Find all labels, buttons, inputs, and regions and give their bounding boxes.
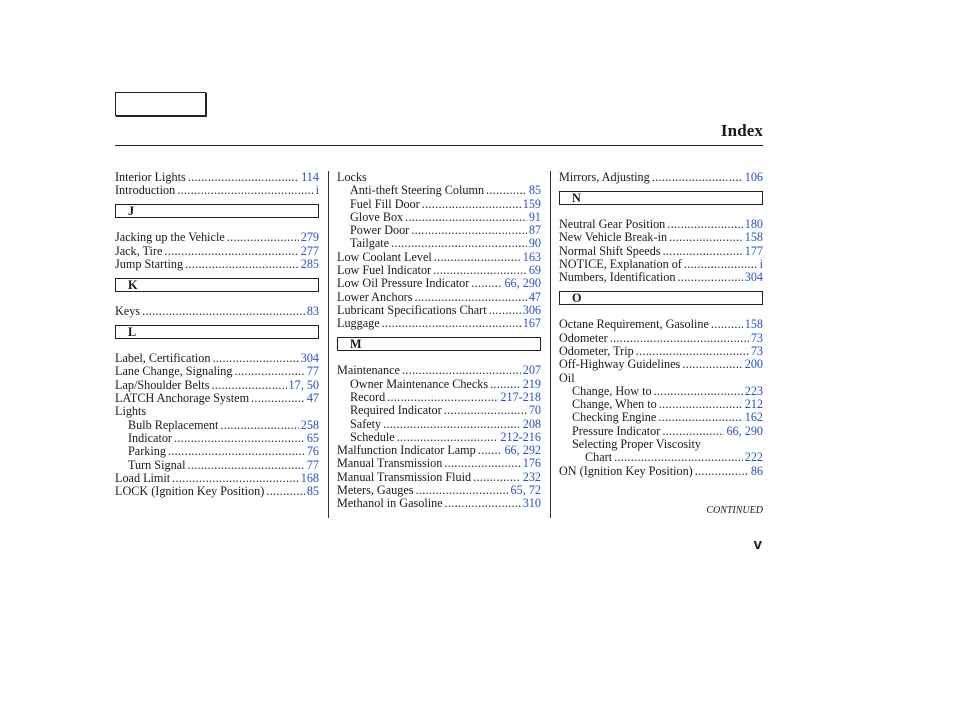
leader-dots bbox=[411, 224, 527, 237]
leader-dots bbox=[652, 171, 743, 184]
entry-label: Neutral Gear Position bbox=[559, 217, 666, 232]
index-entry[interactable] bbox=[337, 457, 541, 470]
leader-dots bbox=[471, 277, 502, 290]
leader-dots bbox=[227, 231, 299, 244]
page-link[interactable]: 180 bbox=[744, 217, 763, 232]
page-link[interactable]: 90 bbox=[528, 236, 541, 251]
entry-label: Selecting Proper Viscosity bbox=[572, 437, 702, 452]
leader-dots bbox=[164, 245, 298, 258]
index-entry[interactable] bbox=[115, 352, 319, 365]
index-entry bbox=[337, 171, 541, 184]
column-divider bbox=[328, 171, 329, 518]
page-link[interactable]: 66, 290 bbox=[726, 423, 763, 438]
section-letter-k: K bbox=[115, 278, 319, 292]
index-entry[interactable] bbox=[115, 245, 319, 258]
index-entry[interactable] bbox=[337, 184, 541, 197]
leader-dots bbox=[658, 411, 742, 424]
page-link[interactable]: 77 bbox=[306, 457, 319, 472]
index-entry[interactable] bbox=[559, 318, 763, 331]
leader-dots bbox=[387, 391, 498, 404]
page-link[interactable]: 66, 292 bbox=[504, 443, 541, 458]
index-entry[interactable] bbox=[115, 459, 319, 472]
page-number: v bbox=[753, 536, 762, 553]
index-entry[interactable] bbox=[337, 277, 541, 290]
leader-dots bbox=[172, 472, 299, 485]
page-link[interactable]: 73 bbox=[750, 343, 763, 358]
leader-dots bbox=[663, 245, 743, 258]
page-link[interactable]: 258 bbox=[300, 417, 319, 432]
page-link[interactable]: 223 bbox=[744, 383, 763, 398]
entry-label: Chart bbox=[585, 450, 613, 465]
entry-label: NOTICE, Explanation of bbox=[559, 256, 682, 271]
index-entry[interactable] bbox=[337, 378, 541, 391]
page-link[interactable]: 163 bbox=[522, 249, 541, 264]
page-link[interactable]: 91 bbox=[528, 209, 541, 224]
page-link[interactable]: 176 bbox=[522, 456, 541, 471]
entry-label: Record bbox=[350, 389, 386, 404]
entry-label: Power Door bbox=[350, 223, 410, 238]
page-link[interactable]: 208 bbox=[522, 416, 541, 431]
index-entry[interactable] bbox=[559, 332, 763, 345]
leader-dots bbox=[444, 457, 520, 470]
entry-label: Manual Transmission Fluid bbox=[337, 469, 472, 484]
index-entry[interactable] bbox=[115, 365, 319, 378]
chapter-tab-box bbox=[115, 92, 206, 116]
page-link[interactable]: 70 bbox=[528, 403, 541, 418]
index-column-2 bbox=[337, 171, 541, 511]
index-column-1 bbox=[115, 171, 319, 498]
entry-label: Jack, Tire bbox=[115, 243, 163, 258]
index-entry bbox=[559, 438, 763, 451]
index-entry[interactable] bbox=[337, 444, 541, 457]
leader-dots bbox=[220, 419, 298, 432]
index-entry[interactable] bbox=[337, 364, 541, 377]
page-link[interactable]: 200 bbox=[744, 357, 763, 372]
index-entry[interactable] bbox=[559, 218, 763, 231]
page-link[interactable]: 17, 50 bbox=[288, 377, 319, 392]
entry-label: Pressure Indicator bbox=[572, 423, 661, 438]
leader-dots bbox=[654, 385, 743, 398]
leader-dots bbox=[684, 258, 758, 271]
leader-dots bbox=[397, 431, 499, 444]
entry-label: ON (Ignition Key Position) bbox=[559, 463, 693, 478]
entry-label: Low Coolant Level bbox=[337, 249, 432, 264]
leader-dots bbox=[610, 332, 749, 345]
leader-dots bbox=[168, 445, 305, 458]
entry-label: Turn Signal bbox=[128, 457, 186, 472]
entry-label: Introduction bbox=[115, 183, 176, 198]
entry-label: Malfunction Indicator Lamp bbox=[337, 443, 476, 458]
section-letter-o: O bbox=[559, 291, 763, 305]
index-entry[interactable] bbox=[337, 484, 541, 497]
index-entry[interactable] bbox=[337, 431, 541, 444]
header-rule bbox=[115, 145, 763, 146]
leader-dots bbox=[416, 484, 509, 497]
entry-label: Required Indicator bbox=[350, 403, 442, 418]
entry-label: Locks bbox=[337, 170, 367, 184]
leader-dots bbox=[489, 304, 521, 317]
entry-label: Meters, Gauges bbox=[337, 483, 414, 498]
leader-dots bbox=[711, 318, 743, 331]
index-entry[interactable] bbox=[115, 258, 319, 271]
leader-dots bbox=[659, 398, 743, 411]
entry-label: Fuel Fill Door bbox=[350, 196, 420, 211]
entry-label: Oil bbox=[559, 370, 575, 385]
entry-label: Odometer bbox=[559, 330, 608, 345]
page-link[interactable]: 86 bbox=[750, 463, 763, 478]
entry-label: Checking Engine bbox=[572, 410, 657, 425]
index-entry[interactable] bbox=[115, 305, 319, 318]
index-entry[interactable] bbox=[337, 404, 541, 417]
page-link[interactable]: 66, 290 bbox=[504, 276, 541, 291]
index-entry[interactable] bbox=[559, 411, 763, 424]
index-entry[interactable] bbox=[115, 445, 319, 458]
index-entry[interactable] bbox=[559, 171, 763, 184]
leader-dots bbox=[486, 184, 527, 197]
entry-label: Mirrors, Adjusting bbox=[559, 170, 650, 184]
entry-label: Lane Change, Signaling bbox=[115, 364, 233, 379]
index-entry[interactable] bbox=[115, 231, 319, 244]
index-entry[interactable] bbox=[559, 451, 763, 464]
leader-dots bbox=[444, 404, 527, 417]
page-title: Index bbox=[720, 121, 763, 140]
index-entry[interactable] bbox=[337, 418, 541, 431]
leader-dots bbox=[402, 364, 521, 377]
index-entry[interactable] bbox=[337, 251, 541, 264]
page-link[interactable]: 177 bbox=[744, 243, 763, 258]
entry-label: Bulb Replacement bbox=[128, 417, 219, 432]
page-link[interactable]: 279 bbox=[300, 230, 319, 245]
entry-label: Lights bbox=[115, 404, 147, 419]
entry-label: Change, When to bbox=[572, 397, 657, 412]
leader-dots bbox=[478, 444, 503, 457]
entry-label: Off-Highway Guidelines bbox=[559, 357, 681, 372]
index-entry[interactable] bbox=[337, 304, 541, 317]
leader-dots bbox=[174, 432, 305, 445]
page-link[interactable]: 114 bbox=[301, 170, 319, 184]
entry-label: Keys bbox=[115, 304, 141, 319]
leader-dots bbox=[662, 425, 724, 438]
index-entry bbox=[115, 405, 319, 418]
index-entry[interactable] bbox=[559, 245, 763, 258]
section-letter-l: L bbox=[115, 325, 319, 339]
page-link[interactable]: 207 bbox=[522, 363, 541, 378]
section-letter-n: N bbox=[559, 191, 763, 205]
leader-dots bbox=[188, 171, 299, 184]
entry-label: Tailgate bbox=[350, 236, 390, 251]
section-letter-m: M bbox=[337, 337, 541, 351]
continued-note: CONTINUED bbox=[706, 505, 763, 516]
page-link[interactable]: 73 bbox=[750, 330, 763, 345]
index-entry[interactable] bbox=[559, 258, 763, 271]
leader-dots bbox=[211, 379, 286, 392]
leader-dots bbox=[383, 418, 521, 431]
entry-label: Numbers, Identification bbox=[559, 270, 676, 285]
leader-dots bbox=[490, 378, 521, 391]
page-link[interactable]: 217-218 bbox=[500, 389, 541, 404]
entry-label: Low Fuel Indicator bbox=[337, 263, 432, 278]
index-entry[interactable] bbox=[115, 379, 319, 392]
leader-dots bbox=[434, 251, 521, 264]
entry-label: Octane Requirement, Gasoline bbox=[559, 317, 709, 332]
leader-dots bbox=[212, 352, 298, 365]
leader-dots bbox=[433, 264, 527, 277]
page-link[interactable]: 77 bbox=[306, 364, 319, 379]
leader-dots bbox=[414, 291, 526, 304]
entry-label: Schedule bbox=[350, 429, 395, 444]
leader-dots bbox=[251, 392, 305, 405]
page-link[interactable]: 85 bbox=[306, 484, 319, 499]
leader-dots bbox=[422, 198, 521, 211]
index-entry[interactable] bbox=[337, 471, 541, 484]
leader-dots bbox=[445, 497, 521, 510]
index-entry[interactable] bbox=[115, 419, 319, 432]
leader-dots bbox=[614, 451, 743, 464]
entry-label: Indicator bbox=[128, 430, 172, 445]
page-link[interactable]: 162 bbox=[744, 410, 763, 425]
leader-dots bbox=[636, 345, 749, 358]
leader-dots bbox=[677, 271, 742, 284]
index-entry[interactable] bbox=[559, 465, 763, 478]
index-entry[interactable] bbox=[337, 391, 541, 404]
leader-dots bbox=[185, 258, 299, 271]
index-entry[interactable] bbox=[115, 485, 319, 498]
page-link[interactable]: 47 bbox=[306, 391, 319, 406]
index-entry[interactable] bbox=[337, 224, 541, 237]
entry-label: Luggage bbox=[337, 316, 380, 331]
index-entry[interactable] bbox=[559, 345, 763, 358]
page-link[interactable]: 159 bbox=[522, 196, 541, 211]
leader-dots bbox=[669, 231, 743, 244]
page-link[interactable]: 285 bbox=[300, 256, 319, 271]
leader-dots bbox=[695, 465, 749, 478]
page-link[interactable]: 85 bbox=[528, 183, 541, 198]
page-link[interactable]: i bbox=[759, 256, 763, 271]
leader-dots bbox=[405, 211, 527, 224]
entry-label: Parking bbox=[128, 444, 166, 459]
leader-dots bbox=[187, 459, 304, 472]
index-entry[interactable] bbox=[115, 184, 319, 197]
entry-label: Lap/Shoulder Belts bbox=[115, 377, 210, 392]
leader-dots bbox=[382, 317, 521, 330]
leader-dots bbox=[234, 365, 304, 378]
index-entry[interactable] bbox=[337, 264, 541, 277]
page-link[interactable]: 69 bbox=[528, 263, 541, 278]
index-entry[interactable] bbox=[337, 497, 541, 510]
page-link[interactable]: 304 bbox=[744, 270, 763, 285]
page-link[interactable]: 65, 72 bbox=[510, 483, 541, 498]
index-entry[interactable] bbox=[337, 237, 541, 250]
page-link[interactable]: i bbox=[315, 183, 319, 198]
page-link[interactable]: 47 bbox=[528, 289, 541, 304]
index-entry[interactable] bbox=[337, 198, 541, 211]
leader-dots bbox=[177, 184, 313, 197]
entry-label: LOCK (Ignition Key Position) bbox=[115, 484, 265, 499]
entry-label: Methanol in Gasoline bbox=[337, 496, 443, 511]
page-link[interactable]: 306 bbox=[522, 302, 541, 317]
page-link[interactable]: 310 bbox=[522, 496, 541, 511]
index-column-3 bbox=[559, 171, 763, 478]
page-link[interactable]: 219 bbox=[522, 376, 541, 391]
index-entry[interactable] bbox=[115, 432, 319, 445]
entry-label: Safety bbox=[350, 416, 382, 431]
entry-label: Anti-theft Steering Column bbox=[350, 183, 485, 198]
index-entry[interactable] bbox=[559, 358, 763, 371]
page-link[interactable]: 83 bbox=[306, 304, 319, 319]
entry-label: Lubricant Specifications Chart bbox=[337, 302, 487, 317]
leader-dots bbox=[667, 218, 742, 231]
page-link[interactable]: 304 bbox=[300, 351, 319, 366]
entry-label: Glove Box bbox=[350, 209, 404, 224]
page-link[interactable]: 168 bbox=[300, 470, 319, 485]
column-divider bbox=[550, 171, 551, 518]
index-entry[interactable] bbox=[337, 317, 541, 330]
leader-dots bbox=[142, 305, 305, 318]
leader-dots bbox=[473, 471, 521, 484]
entry-label: Load Limit bbox=[115, 470, 171, 485]
section-letter-j: J bbox=[115, 204, 319, 218]
index-entry[interactable] bbox=[559, 271, 763, 284]
entry-label: Interior Lights bbox=[115, 170, 186, 184]
index-entry bbox=[559, 372, 763, 385]
page-link[interactable]: 212-216 bbox=[500, 429, 541, 444]
page-link[interactable]: 87 bbox=[528, 223, 541, 238]
page-link[interactable]: 232 bbox=[522, 469, 541, 484]
page-link[interactable]: 167 bbox=[522, 316, 541, 331]
entry-label: Label, Certification bbox=[115, 351, 211, 366]
entry-label: Change, How to bbox=[572, 383, 652, 398]
entry-label: Maintenance bbox=[337, 363, 400, 378]
entry-label: Jump Starting bbox=[115, 256, 184, 271]
entry-label: Low Oil Pressure Indicator bbox=[337, 276, 470, 291]
page-link[interactable]: 158 bbox=[744, 317, 763, 332]
page-link[interactable]: 76 bbox=[306, 444, 319, 459]
index-entry[interactable] bbox=[559, 385, 763, 398]
index-entry[interactable] bbox=[115, 392, 319, 405]
entry-label: Odometer, Trip bbox=[559, 343, 634, 358]
page-link[interactable]: 158 bbox=[744, 230, 763, 245]
entry-label: New Vehicle Break-in bbox=[559, 230, 668, 245]
page-link[interactable]: 212 bbox=[744, 397, 763, 412]
entry-label: Manual Transmission bbox=[337, 456, 443, 471]
entry-label: Lower Anchors bbox=[337, 289, 413, 304]
page-link[interactable]: 277 bbox=[300, 243, 319, 258]
leader-dots bbox=[266, 485, 305, 498]
entry-label: Owner Maintenance Checks bbox=[350, 376, 489, 391]
index-entry[interactable] bbox=[559, 231, 763, 244]
page-link[interactable]: 65 bbox=[306, 430, 319, 445]
leader-dots bbox=[391, 237, 527, 250]
page-link[interactable]: 222 bbox=[744, 450, 763, 465]
leader-dots bbox=[682, 358, 742, 371]
index-entry[interactable] bbox=[337, 291, 541, 304]
entry-label: Jacking up the Vehicle bbox=[115, 230, 225, 245]
index-entry[interactable] bbox=[337, 211, 541, 224]
page-link[interactable]: 106 bbox=[744, 170, 763, 184]
index-entry[interactable] bbox=[115, 472, 319, 485]
entry-label: LATCH Anchorage System bbox=[115, 391, 250, 406]
index-entry[interactable] bbox=[559, 398, 763, 411]
index-entry[interactable] bbox=[115, 171, 319, 184]
index-entry[interactable] bbox=[559, 425, 763, 438]
entry-label: Normal Shift Speeds bbox=[559, 243, 661, 258]
